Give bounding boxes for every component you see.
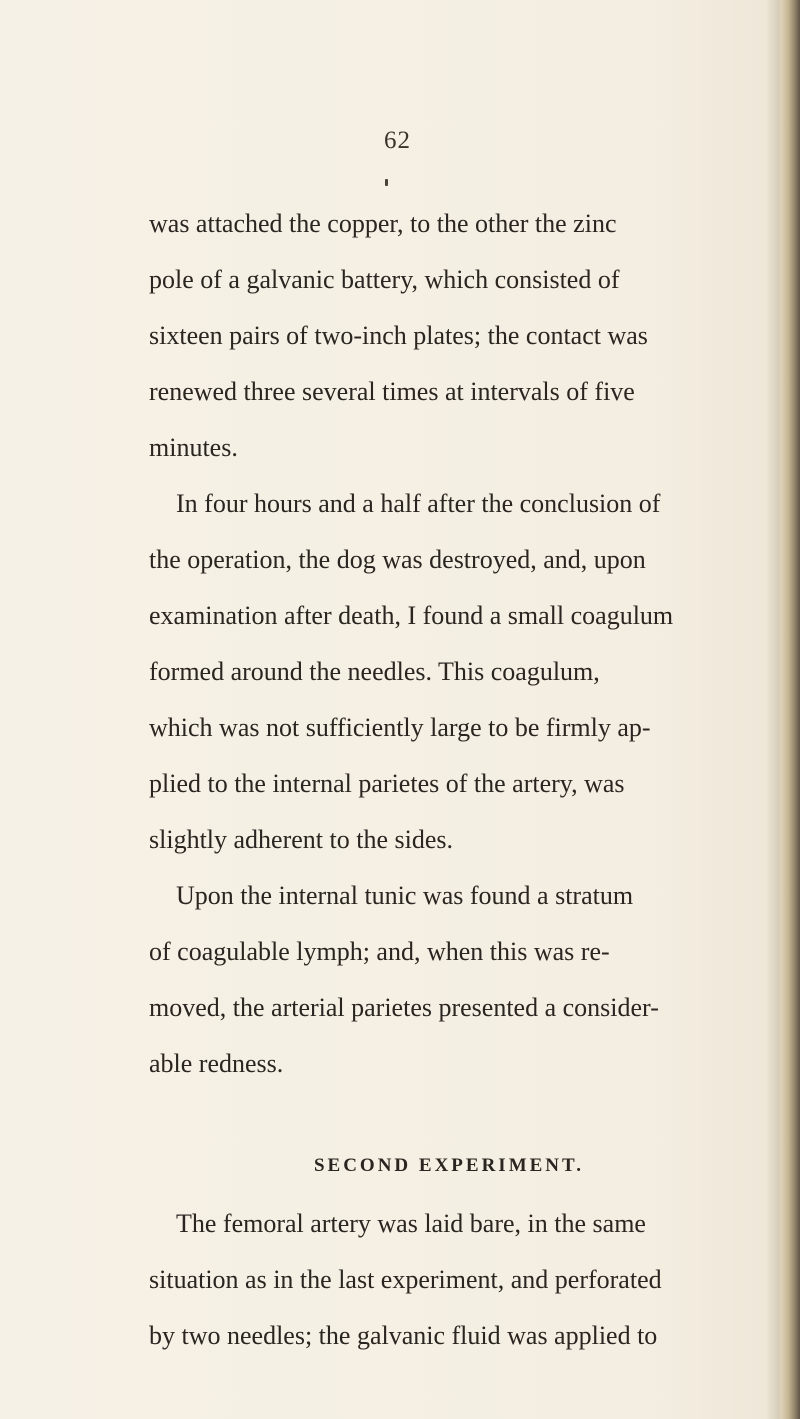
text-line: minutes. (149, 433, 238, 462)
text-line: plied to the internal parietes of the artery, was (149, 769, 625, 798)
text-line: In four hours and a half after the conclusion of (176, 489, 661, 518)
text-line: of coagulable lymph; and, when this was re- (149, 937, 610, 966)
text-line: was attached the copper, to the other the zinc (149, 209, 617, 238)
text-line: moved, the arterial parietes presented a consider- (149, 993, 659, 1022)
text-line: slightly adherent to the sides. (149, 825, 454, 854)
text-line: by two needles; the galvanic fluid was applied to (149, 1321, 658, 1350)
section-heading: SECOND EXPERIMENT. (313, 1155, 585, 1176)
text-line: examination after death, I found a small coagulum (149, 601, 674, 630)
page-number: 62 (384, 127, 411, 154)
text-line: pole of a galvanic battery, which consisted of (149, 265, 620, 294)
text-line: situation as in the last experiment, and perforated (149, 1265, 662, 1294)
binding-shadow (766, 0, 780, 1419)
text-line: Upon the internal tunic was found a stratum (176, 881, 634, 910)
book-binding-edge (780, 0, 800, 1419)
text-line: sixteen pairs of two-inch plates; the contact was (149, 321, 648, 350)
text-line: which was not sufficiently large to be firmly ap- (149, 713, 651, 742)
text-line: The femoral artery was laid bare, in the same (176, 1209, 646, 1238)
ink-speck (385, 179, 388, 186)
text-line: formed around the needles. This coagulum, (149, 657, 600, 686)
text-line: able redness. (149, 1049, 284, 1078)
text-line: renewed three several times at intervals of five (149, 377, 635, 406)
text-line: the operation, the dog was destroyed, and, upon (149, 545, 646, 574)
